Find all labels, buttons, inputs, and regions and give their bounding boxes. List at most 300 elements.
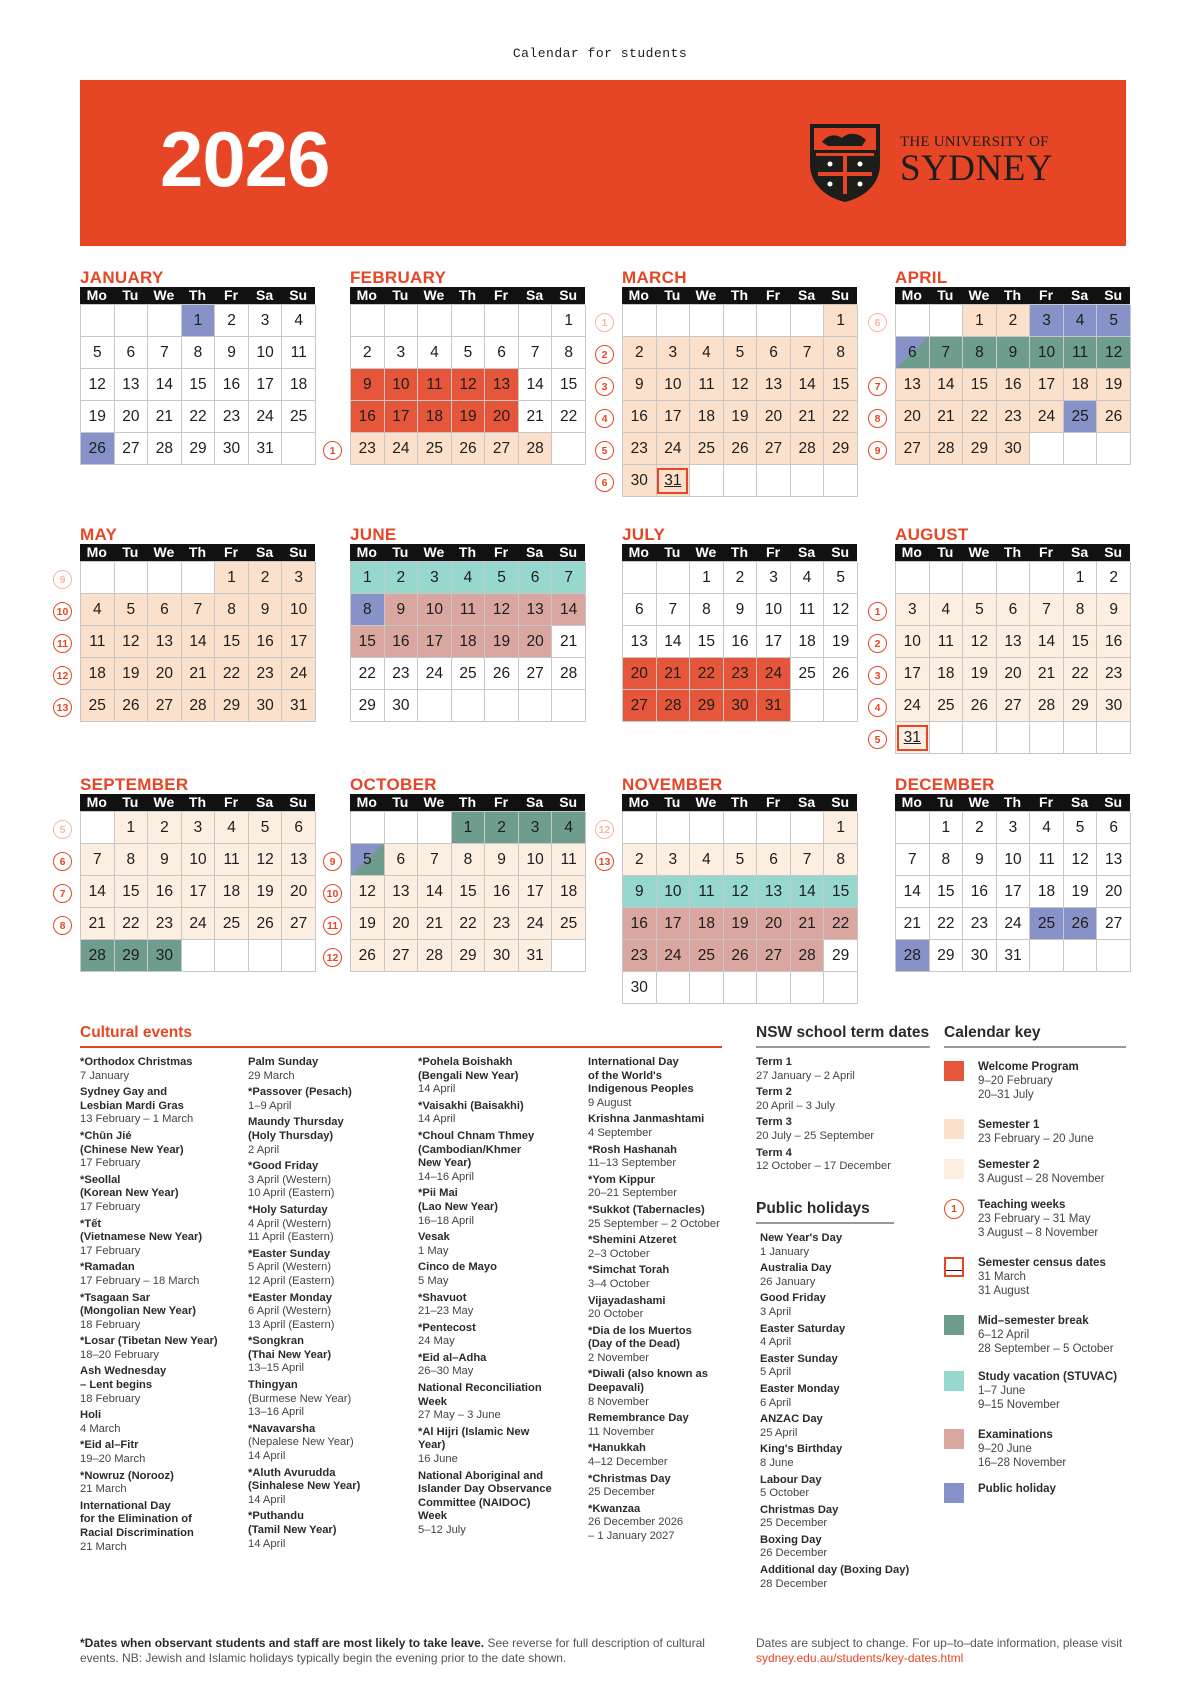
day-cell[interactable]: 3	[757, 562, 791, 594]
day-cell[interactable]: 14	[148, 369, 182, 401]
day-cell[interactable]: 18	[930, 658, 964, 690]
day-cell[interactable]: 12	[963, 626, 997, 658]
day-cell[interactable]: 28	[657, 690, 691, 722]
day-cell[interactable]: 19	[824, 626, 858, 658]
day-cell[interactable]: 16	[249, 626, 283, 658]
day-cell[interactable]: 25	[452, 658, 486, 690]
day-cell[interactable]: 5	[724, 844, 758, 876]
day-cell[interactable]: 13	[896, 369, 930, 401]
day-cell[interactable]: 28	[896, 940, 930, 972]
day-cell[interactable]: 25	[930, 690, 964, 722]
day-cell[interactable]: 20	[115, 401, 149, 433]
day-cell[interactable]: 5	[1064, 812, 1098, 844]
day-cell[interactable]: 21	[519, 401, 553, 433]
day-cell[interactable]: 27	[485, 433, 519, 465]
day-cell[interactable]: 1	[1064, 562, 1098, 594]
day-cell[interactable]: 13	[385, 876, 419, 908]
day-cell[interactable]: 25	[81, 690, 115, 722]
day-cell[interactable]: 27	[115, 433, 149, 465]
day-cell[interactable]: 27	[148, 690, 182, 722]
day-cell[interactable]: 11	[81, 626, 115, 658]
day-cell[interactable]: 22	[115, 908, 149, 940]
day-cell[interactable]: 20	[519, 626, 553, 658]
day-cell[interactable]: 3	[1030, 305, 1064, 337]
day-cell[interactable]: 28	[1030, 690, 1064, 722]
day-cell[interactable]: 16	[485, 876, 519, 908]
day-cell[interactable]: 28	[552, 658, 586, 690]
day-cell[interactable]: 10	[282, 594, 316, 626]
day-cell[interactable]: 4	[690, 844, 724, 876]
day-cell[interactable]: 26	[724, 940, 758, 972]
day-cell[interactable]: 27	[896, 433, 930, 465]
day-cell[interactable]: 8	[115, 844, 149, 876]
day-cell[interactable]: 21	[1030, 658, 1064, 690]
day-cell[interactable]: 10	[997, 844, 1031, 876]
day-cell[interactable]: 28	[418, 940, 452, 972]
day-cell[interactable]: 9	[623, 876, 657, 908]
day-cell[interactable]: 23	[724, 658, 758, 690]
day-cell[interactable]: 24	[657, 940, 691, 972]
day-cell[interactable]: 15	[963, 369, 997, 401]
day-cell[interactable]: 30	[997, 433, 1031, 465]
day-cell[interactable]: 19	[1097, 369, 1131, 401]
day-cell[interactable]: 11	[282, 337, 316, 369]
day-cell[interactable]: 20	[623, 658, 657, 690]
day-cell[interactable]: 17	[249, 369, 283, 401]
day-cell[interactable]: 23	[485, 908, 519, 940]
day-cell[interactable]: 2	[724, 562, 758, 594]
day-cell[interactable]: 28	[930, 433, 964, 465]
day-cell[interactable]: 2	[215, 305, 249, 337]
day-cell[interactable]: 8	[930, 844, 964, 876]
day-cell[interactable]: 30	[623, 972, 657, 1004]
day-cell[interactable]: 12	[81, 369, 115, 401]
day-cell[interactable]: 1	[452, 812, 486, 844]
day-cell[interactable]: 17	[519, 876, 553, 908]
day-cell[interactable]: 27	[623, 690, 657, 722]
day-cell[interactable]: 24	[182, 908, 216, 940]
day-cell[interactable]: 31	[249, 433, 283, 465]
day-cell[interactable]: 10	[757, 594, 791, 626]
day-cell[interactable]: 18	[690, 908, 724, 940]
day-cell[interactable]: 23	[1097, 658, 1131, 690]
day-cell[interactable]: 21	[148, 401, 182, 433]
day-cell[interactable]: 7	[896, 844, 930, 876]
day-cell[interactable]: 29	[824, 433, 858, 465]
day-cell[interactable]: 21	[182, 658, 216, 690]
day-cell[interactable]: 18	[1030, 876, 1064, 908]
day-cell[interactable]: 12	[724, 876, 758, 908]
day-cell[interactable]: 27	[1097, 908, 1131, 940]
day-cell[interactable]: 14	[1030, 626, 1064, 658]
day-cell[interactable]: 7	[657, 594, 691, 626]
day-cell[interactable]: 28	[148, 433, 182, 465]
day-cell[interactable]: 12	[724, 369, 758, 401]
day-cell[interactable]: 1	[824, 305, 858, 337]
day-cell[interactable]: 18	[81, 658, 115, 690]
day-cell[interactable]: 2	[1097, 562, 1131, 594]
day-cell[interactable]: 8	[351, 594, 385, 626]
day-cell[interactable]: 31	[519, 940, 553, 972]
day-cell[interactable]: 1	[690, 562, 724, 594]
day-cell[interactable]: 3	[182, 812, 216, 844]
day-cell[interactable]: 2	[385, 562, 419, 594]
day-cell[interactable]: 15	[452, 876, 486, 908]
day-cell[interactable]: 27	[757, 433, 791, 465]
day-cell[interactable]: 14	[418, 876, 452, 908]
day-cell[interactable]: 29	[182, 433, 216, 465]
day-cell[interactable]: 10	[249, 337, 283, 369]
day-cell[interactable]: 11	[418, 369, 452, 401]
day-cell[interactable]: 6	[896, 337, 930, 369]
day-cell[interactable]: 7	[519, 337, 553, 369]
day-cell[interactable]: 27	[282, 908, 316, 940]
day-cell[interactable]: 3	[249, 305, 283, 337]
key-dates-link[interactable]: sydney.edu.au/students/key-dates.html	[756, 1651, 964, 1665]
day-cell[interactable]: 4	[452, 562, 486, 594]
day-cell[interactable]: 12	[115, 626, 149, 658]
day-cell[interactable]: 9	[215, 337, 249, 369]
day-cell[interactable]: 19	[724, 401, 758, 433]
day-cell[interactable]: 27	[757, 940, 791, 972]
day-cell[interactable]: 20	[896, 401, 930, 433]
day-cell[interactable]: 9	[724, 594, 758, 626]
day-cell[interactable]: 25	[418, 433, 452, 465]
day-cell[interactable]: 11	[215, 844, 249, 876]
day-cell[interactable]: 30	[485, 940, 519, 972]
day-cell[interactable]: 14	[791, 876, 825, 908]
day-cell[interactable]: 18	[690, 401, 724, 433]
day-cell[interactable]: 22	[690, 658, 724, 690]
day-cell[interactable]: 18	[418, 401, 452, 433]
day-cell[interactable]: 14	[182, 626, 216, 658]
day-cell[interactable]: 16	[148, 876, 182, 908]
day-cell[interactable]: 17	[757, 626, 791, 658]
day-cell[interactable]: 24	[385, 433, 419, 465]
day-cell[interactable]: 14	[657, 626, 691, 658]
day-cell[interactable]: 14	[791, 369, 825, 401]
day-cell[interactable]: 7	[552, 562, 586, 594]
day-cell[interactable]: 13	[115, 369, 149, 401]
day-cell[interactable]: 22	[552, 401, 586, 433]
day-cell[interactable]: 16	[623, 908, 657, 940]
day-cell[interactable]: 25	[215, 908, 249, 940]
day-cell[interactable]: 21	[791, 401, 825, 433]
day-cell[interactable]: 27	[519, 658, 553, 690]
day-cell[interactable]: 5	[115, 594, 149, 626]
day-cell[interactable]: 6	[623, 594, 657, 626]
day-cell[interactable]: 11	[791, 594, 825, 626]
day-cell[interactable]: 22	[215, 658, 249, 690]
day-cell[interactable]: 23	[351, 433, 385, 465]
day-cell[interactable]: 16	[215, 369, 249, 401]
day-cell[interactable]: 22	[824, 401, 858, 433]
day-cell[interactable]: 4	[791, 562, 825, 594]
day-cell[interactable]: 18	[1064, 369, 1098, 401]
day-cell[interactable]: 11	[1064, 337, 1098, 369]
day-cell[interactable]: 6	[1097, 812, 1131, 844]
day-cell[interactable]: 12	[351, 876, 385, 908]
day-cell[interactable]: 24	[997, 908, 1031, 940]
day-cell[interactable]: 3	[418, 562, 452, 594]
day-cell[interactable]: 1	[115, 812, 149, 844]
day-cell[interactable]: 1	[215, 562, 249, 594]
day-cell[interactable]: 21	[657, 658, 691, 690]
day-cell[interactable]: 11	[930, 626, 964, 658]
day-cell[interactable]: 30	[963, 940, 997, 972]
day-cell[interactable]: 14	[81, 876, 115, 908]
day-cell[interactable]: 20	[757, 401, 791, 433]
day-cell[interactable]: 28	[519, 433, 553, 465]
day-cell[interactable]: 9	[385, 594, 419, 626]
day-cell[interactable]: 28	[791, 433, 825, 465]
day-cell[interactable]: 16	[351, 401, 385, 433]
day-cell[interactable]: 2	[148, 812, 182, 844]
day-cell[interactable]: 8	[552, 337, 586, 369]
day-cell[interactable]: 13	[519, 594, 553, 626]
day-cell[interactable]: 20	[485, 401, 519, 433]
day-cell[interactable]: 3	[896, 594, 930, 626]
day-cell[interactable]: 26	[452, 433, 486, 465]
day-cell[interactable]: 28	[182, 690, 216, 722]
day-cell[interactable]: 30	[724, 690, 758, 722]
day-cell[interactable]: 4	[1030, 812, 1064, 844]
day-cell[interactable]: 8	[963, 337, 997, 369]
day-cell[interactable]: 7	[791, 337, 825, 369]
day-cell[interactable]: 18	[452, 626, 486, 658]
day-cell[interactable]: 26	[115, 690, 149, 722]
day-cell[interactable]: 8	[824, 337, 858, 369]
day-cell[interactable]: 5	[452, 337, 486, 369]
day-cell[interactable]: 22	[930, 908, 964, 940]
day-cell[interactable]: 23	[215, 401, 249, 433]
day-cell[interactable]: 8	[824, 844, 858, 876]
day-cell[interactable]: 29	[351, 690, 385, 722]
day-cell[interactable]: 14	[896, 876, 930, 908]
day-cell[interactable]: 7	[81, 844, 115, 876]
day-cell[interactable]: 10	[519, 844, 553, 876]
day-cell[interactable]: 4	[215, 812, 249, 844]
day-cell[interactable]: 23	[963, 908, 997, 940]
day-cell[interactable]: 4	[418, 337, 452, 369]
day-cell[interactable]: 26	[1097, 401, 1131, 433]
day-cell[interactable]: 24	[757, 658, 791, 690]
day-cell[interactable]: 13	[997, 626, 1031, 658]
day-cell[interactable]: 17	[418, 626, 452, 658]
day-cell[interactable]: 23	[385, 658, 419, 690]
day-cell[interactable]: 13	[1097, 844, 1131, 876]
day-cell[interactable]: 5	[1097, 305, 1131, 337]
day-cell[interactable]: 7	[1030, 594, 1064, 626]
day-cell[interactable]: 13	[757, 876, 791, 908]
day-cell[interactable]: 23	[148, 908, 182, 940]
day-cell[interactable]: 15	[115, 876, 149, 908]
day-cell[interactable]: 13	[148, 626, 182, 658]
day-cell[interactable]: 5	[351, 844, 385, 876]
day-cell[interactable]: 6	[519, 562, 553, 594]
day-cell[interactable]: 16	[1097, 626, 1131, 658]
day-cell[interactable]: 13	[282, 844, 316, 876]
day-cell[interactable]: 29	[1064, 690, 1098, 722]
day-cell[interactable]: 7	[791, 844, 825, 876]
day-cell[interactable]: 17	[997, 876, 1031, 908]
day-cell[interactable]: 15	[1064, 626, 1098, 658]
day-cell[interactable]: 12	[452, 369, 486, 401]
day-cell[interactable]: 20	[282, 876, 316, 908]
day-cell[interactable]: 22	[452, 908, 486, 940]
day-cell[interactable]: 2	[623, 844, 657, 876]
day-cell[interactable]: 6	[148, 594, 182, 626]
day-cell[interactable]: 4	[552, 812, 586, 844]
day-cell[interactable]: 20	[385, 908, 419, 940]
day-cell[interactable]: 26	[724, 433, 758, 465]
day-cell[interactable]: 7	[182, 594, 216, 626]
day-cell[interactable]: 5	[485, 562, 519, 594]
day-cell[interactable]: 20	[757, 908, 791, 940]
day-cell[interactable]: 13	[623, 626, 657, 658]
day-cell[interactable]: 11	[452, 594, 486, 626]
day-cell[interactable]: 12	[824, 594, 858, 626]
day-cell[interactable]: 9	[351, 369, 385, 401]
day-cell[interactable]: 3	[657, 337, 691, 369]
day-cell[interactable]: 10	[657, 876, 691, 908]
day-cell[interactable]: 25	[690, 940, 724, 972]
day-cell[interactable]: 26	[963, 690, 997, 722]
day-cell[interactable]: 26	[1064, 908, 1098, 940]
day-cell[interactable]: 10	[385, 369, 419, 401]
day-cell[interactable]: 12	[1097, 337, 1131, 369]
day-cell[interactable]: 25	[1030, 908, 1064, 940]
day-cell[interactable]: 30	[249, 690, 283, 722]
day-cell[interactable]: 6	[485, 337, 519, 369]
day-cell[interactable]: 6	[997, 594, 1031, 626]
day-cell[interactable]: 11	[1030, 844, 1064, 876]
day-cell[interactable]: 26	[485, 658, 519, 690]
day-cell[interactable]: 21	[930, 401, 964, 433]
day-cell[interactable]: 21	[81, 908, 115, 940]
day-cell[interactable]: 5	[724, 337, 758, 369]
day-cell[interactable]: 18	[552, 876, 586, 908]
day-cell[interactable]: 28	[81, 940, 115, 972]
day-cell[interactable]: 7	[148, 337, 182, 369]
day-cell[interactable]: 24	[896, 690, 930, 722]
day-cell[interactable]: 5	[963, 594, 997, 626]
day-cell[interactable]: 2	[623, 337, 657, 369]
day-cell[interactable]: 17	[182, 876, 216, 908]
day-cell[interactable]: 6	[757, 337, 791, 369]
day-cell[interactable]: 3	[519, 812, 553, 844]
day-cell[interactable]: 26	[824, 658, 858, 690]
day-cell[interactable]: 26	[249, 908, 283, 940]
day-cell[interactable]: 30	[623, 465, 657, 497]
day-cell[interactable]: 9	[249, 594, 283, 626]
day-cell[interactable]: 17	[657, 401, 691, 433]
day-cell[interactable]: 17	[657, 908, 691, 940]
day-cell[interactable]: 1	[182, 305, 216, 337]
day-cell[interactable]: 31	[997, 940, 1031, 972]
day-cell[interactable]: 11	[552, 844, 586, 876]
day-cell[interactable]: 21	[418, 908, 452, 940]
day-cell[interactable]: 15	[690, 626, 724, 658]
day-cell[interactable]: 4	[1064, 305, 1098, 337]
day-cell[interactable]: 3	[385, 337, 419, 369]
day-cell[interactable]: 9	[1097, 594, 1131, 626]
day-cell[interactable]: 16	[963, 876, 997, 908]
day-cell[interactable]: 12	[249, 844, 283, 876]
day-cell[interactable]: 20	[1097, 876, 1131, 908]
day-cell[interactable]: 19	[351, 908, 385, 940]
day-cell[interactable]: 14	[519, 369, 553, 401]
day-cell[interactable]: 24	[418, 658, 452, 690]
day-cell[interactable]: 2	[485, 812, 519, 844]
day-cell[interactable]: 31	[757, 690, 791, 722]
day-cell[interactable]: 16	[623, 401, 657, 433]
day-cell[interactable]: 24	[1030, 401, 1064, 433]
day-cell[interactable]: 2	[963, 812, 997, 844]
day-cell[interactable]: 23	[249, 658, 283, 690]
day-cell[interactable]: 6	[385, 844, 419, 876]
day-cell[interactable]: 23	[997, 401, 1031, 433]
day-cell[interactable]: 4	[930, 594, 964, 626]
day-cell[interactable]: 8	[452, 844, 486, 876]
day-cell[interactable]: 23	[623, 433, 657, 465]
day-cell[interactable]: 28	[791, 940, 825, 972]
day-cell[interactable]: 25	[552, 908, 586, 940]
day-cell[interactable]: 29	[963, 433, 997, 465]
day-cell[interactable]: 17	[282, 626, 316, 658]
day-cell[interactable]: 15	[824, 876, 858, 908]
day-cell[interactable]: 14	[552, 594, 586, 626]
day-cell[interactable]: 3	[997, 812, 1031, 844]
day-cell[interactable]: 12	[1064, 844, 1098, 876]
day-cell[interactable]: 19	[115, 658, 149, 690]
day-cell[interactable]: 22	[1064, 658, 1098, 690]
day-cell[interactable]: 15	[351, 626, 385, 658]
day-cell[interactable]: 5	[824, 562, 858, 594]
day-cell[interactable]: 9	[963, 844, 997, 876]
day-cell[interactable]: 8	[1064, 594, 1098, 626]
day-cell[interactable]: 19	[81, 401, 115, 433]
day-cell[interactable]: 1	[930, 812, 964, 844]
day-cell[interactable]: 2	[997, 305, 1031, 337]
day-cell[interactable]: 29	[930, 940, 964, 972]
day-cell[interactable]: 24	[657, 433, 691, 465]
day-cell[interactable]: 10	[418, 594, 452, 626]
day-cell[interactable]: 17	[896, 658, 930, 690]
day-cell[interactable]: 26	[81, 433, 115, 465]
day-cell[interactable]: 18	[215, 876, 249, 908]
day-cell[interactable]: 22	[824, 908, 858, 940]
day-cell[interactable]: 8	[215, 594, 249, 626]
day-cell[interactable]: 27	[385, 940, 419, 972]
day-cell[interactable]: 3	[282, 562, 316, 594]
day-cell[interactable]: 22	[182, 401, 216, 433]
day-cell[interactable]: 31	[657, 465, 691, 497]
day-cell[interactable]: 1	[824, 812, 858, 844]
day-cell[interactable]: 3	[657, 844, 691, 876]
day-cell[interactable]: 6	[757, 844, 791, 876]
day-cell[interactable]: 15	[824, 369, 858, 401]
day-cell[interactable]: 9	[623, 369, 657, 401]
day-cell[interactable]: 29	[690, 690, 724, 722]
day-cell[interactable]: 15	[552, 369, 586, 401]
day-cell[interactable]: 10	[657, 369, 691, 401]
day-cell[interactable]: 24	[519, 908, 553, 940]
day-cell[interactable]: 21	[896, 908, 930, 940]
day-cell[interactable]: 19	[1064, 876, 1098, 908]
day-cell[interactable]: 8	[690, 594, 724, 626]
day-cell[interactable]: 30	[1097, 690, 1131, 722]
